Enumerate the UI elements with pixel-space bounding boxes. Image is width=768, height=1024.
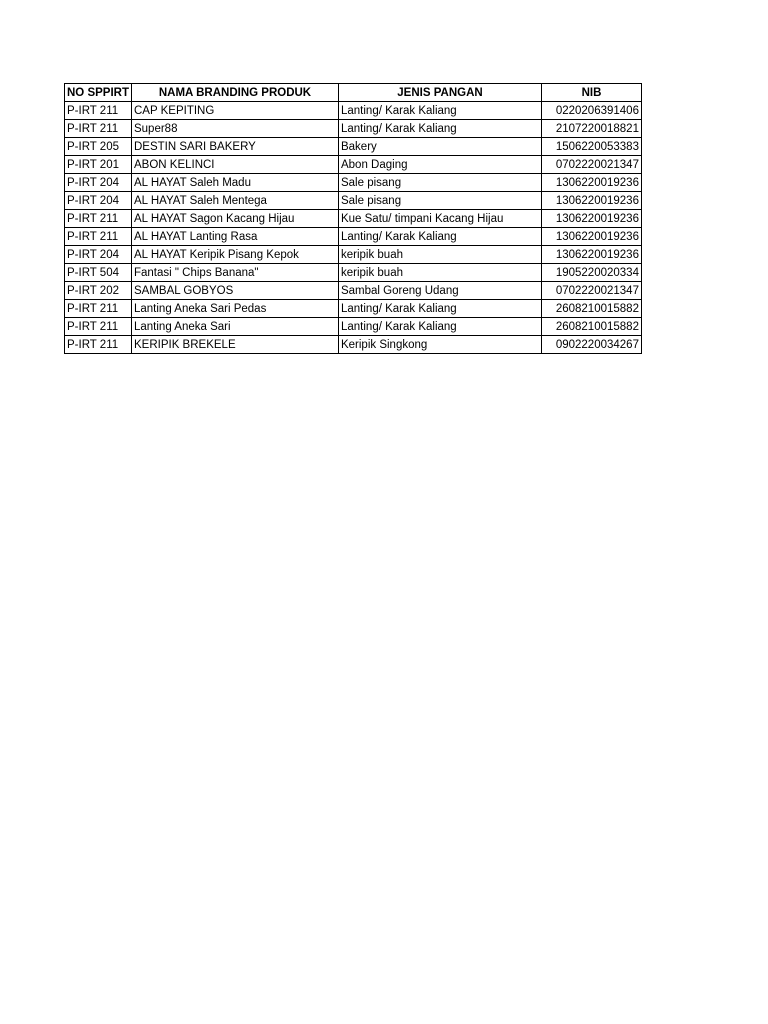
cell-jenis-pangan: Lanting/ Karak Kaliang [338,318,541,336]
header-nama-branding-produk: NAMA BRANDING PRODUK [131,84,338,102]
cell-nama-produk: AL HAYAT Saleh Mentega [131,192,338,210]
cell-no-sppirt: P-IRT 211 [65,336,132,354]
table-row [65,210,642,228]
table-row [65,300,642,318]
cell-no-sppirt: P-IRT 202 [65,282,132,300]
cell-no-sppirt: P-IRT 211 [65,300,132,318]
cell-nib: 2107220018821 [541,120,641,138]
cell-nib: 0902220034267 [541,336,641,354]
table-row [65,120,642,138]
cell-no-sppirt: P-IRT 205 [65,138,132,156]
header-jenis-pangan: JENIS PANGAN [338,84,541,102]
cell-nib: 1306220019236 [541,228,641,246]
cell-no-sppirt: P-IRT 204 [65,174,132,192]
cell-jenis-pangan: Sale pisang [338,192,541,210]
cell-nama-produk: KERIPIK BREKELE [131,336,338,354]
cell-no-sppirt: P-IRT 504 [65,264,132,282]
table-row [65,228,642,246]
cell-no-sppirt: P-IRT 204 [65,246,132,264]
cell-nib: 0702220021347 [541,156,641,174]
cell-jenis-pangan: Lanting/ Karak Kaliang [338,120,541,138]
table-row [65,336,642,354]
table-row [65,318,642,336]
cell-nama-produk: Super88 [131,120,338,138]
cell-nama-produk: CAP KEPITING [131,102,338,120]
header-nib: NIB [541,84,641,102]
table-row [65,102,642,120]
table-header-row [65,84,642,102]
table-row [65,246,642,264]
cell-no-sppirt: P-IRT 204 [65,192,132,210]
cell-no-sppirt: P-IRT 211 [65,102,132,120]
table-row [65,264,642,282]
cell-jenis-pangan: Lanting/ Karak Kaliang [338,228,541,246]
cell-nib: 2608210015882 [541,300,641,318]
cell-nib: 1306220019236 [541,174,641,192]
cell-jenis-pangan: Sale pisang [338,174,541,192]
cell-no-sppirt: P-IRT 211 [65,120,132,138]
cell-nama-produk: AL HAYAT Saleh Madu [131,174,338,192]
header-no-sppirt: NO SPPIRT [65,84,132,102]
product-table [64,83,642,354]
table-row [65,174,642,192]
cell-nama-produk: ABON KELINCI [131,156,338,174]
cell-nama-produk: AL HAYAT Lanting Rasa [131,228,338,246]
cell-no-sppirt: P-IRT 211 [65,228,132,246]
cell-nib: 1905220020334 [541,264,641,282]
cell-nib: 2608210015882 [541,318,641,336]
cell-jenis-pangan: Kue Satu/ timpani Kacang Hijau [338,210,541,228]
cell-jenis-pangan: Bakery [338,138,541,156]
cell-jenis-pangan: Lanting/ Karak Kaliang [338,102,541,120]
cell-nib: 1306220019236 [541,210,641,228]
cell-jenis-pangan: Keripik Singkong [338,336,541,354]
cell-nib: 1506220053383 [541,138,641,156]
cell-jenis-pangan: keripik buah [338,246,541,264]
cell-no-sppirt: P-IRT 211 [65,210,132,228]
product-table-sheet [64,83,642,354]
table-row [65,192,642,210]
cell-nama-produk: Fantasi " Chips Banana" [131,264,338,282]
cell-nama-produk: SAMBAL GOBYOS [131,282,338,300]
cell-nama-produk: DESTIN SARI BAKERY [131,138,338,156]
cell-jenis-pangan: keripik buah [338,264,541,282]
cell-nib: 1306220019236 [541,246,641,264]
cell-jenis-pangan: Abon Daging [338,156,541,174]
cell-jenis-pangan: Lanting/ Karak Kaliang [338,300,541,318]
cell-nama-produk: AL HAYAT Sagon Kacang Hijau [131,210,338,228]
cell-no-sppirt: P-IRT 201 [65,156,132,174]
cell-nib: 0702220021347 [541,282,641,300]
cell-nama-produk: Lanting Aneka Sari Pedas [131,300,338,318]
cell-nama-produk: AL HAYAT Keripik Pisang Kepok [131,246,338,264]
cell-no-sppirt: P-IRT 211 [65,318,132,336]
cell-nama-produk: Lanting Aneka Sari [131,318,338,336]
table-row [65,156,642,174]
cell-nib: 1306220019236 [541,192,641,210]
table-row [65,138,642,156]
table-row [65,282,642,300]
cell-jenis-pangan: Sambal Goreng Udang [338,282,541,300]
cell-nib: 0220206391406 [541,102,641,120]
